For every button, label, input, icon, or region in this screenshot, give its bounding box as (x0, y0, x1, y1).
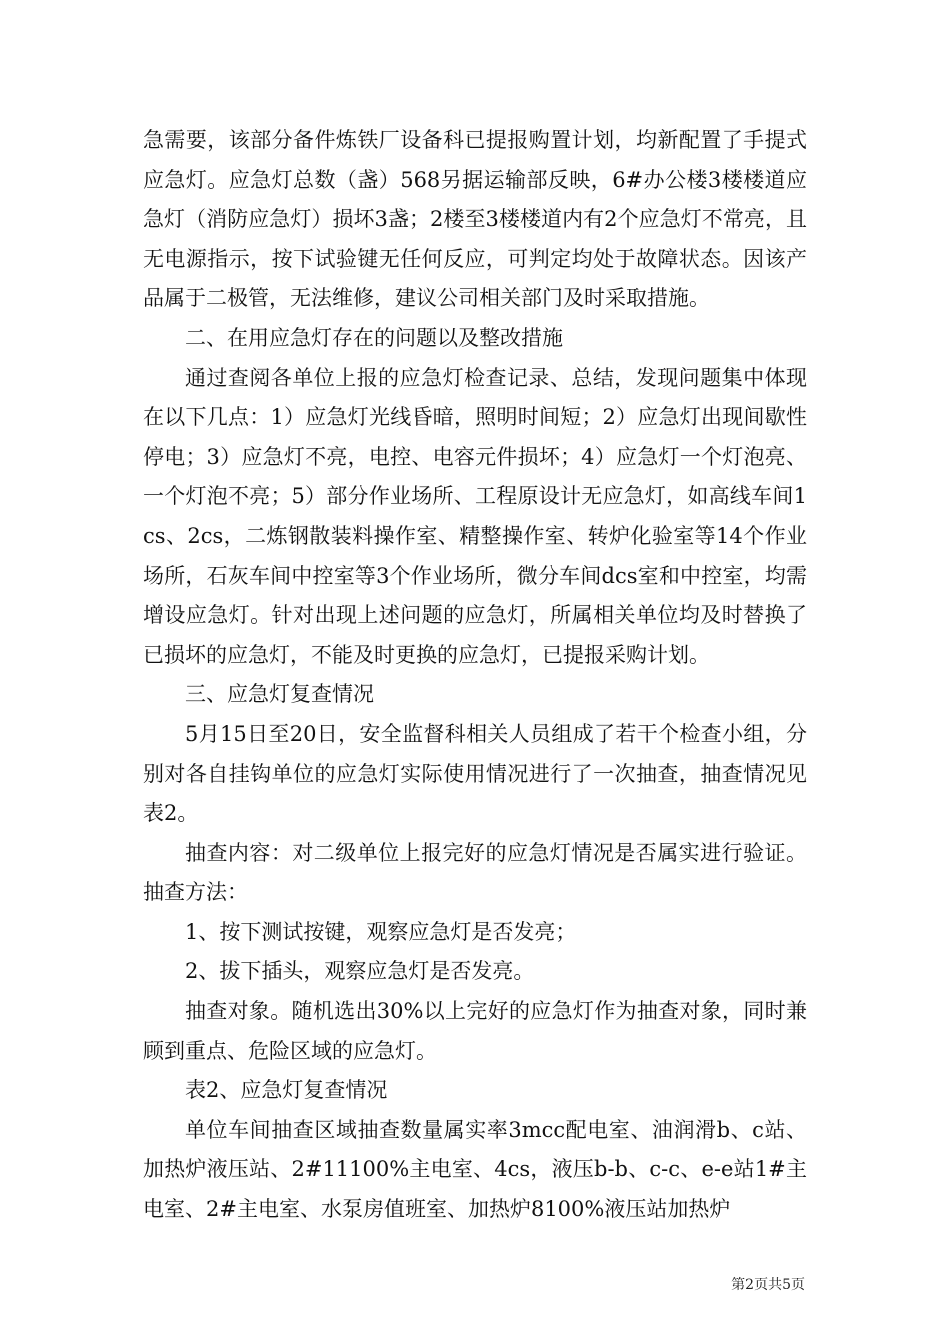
list-item-2: 2、拔下插头，观察应急灯是否发亮。 (185, 959, 535, 984)
document-body (143, 121, 807, 1230)
section-heading-2: 二、在用应急灯存在的问题以及整改措施 (185, 325, 563, 350)
page-number: 第2页共5页 (731, 1277, 805, 1293)
paragraph-11: 单位车间抽查区域抽查数量属实率3mcc配电室、油润滑b、c站、加热炉液压站、2#11100%主电室、4cs，液压b-b、c-c、e-e站1#主电室、2#主电室、水泵房值班室、加热炉8100%液压站加热炉 (143, 1117, 807, 1222)
table-caption: 表2、应急灯复查情况 (185, 1078, 388, 1103)
paragraph-6: 抽查内容：对二级单位上报完好的应急灯情况是否属实进行验证。抽查方法： (143, 840, 807, 905)
paragraph-3: 通过查阅各单位上报的应急灯检查记录、总结，发现问题集中体现在以下几点：1）应急灯光线昏暗，照明时间短；2）应急灯出现间歇性停电；3）应急灯不亮，电控、电容元件损坏；4）应急灯一个灯泡亮、一个灯泡不亮；5）部分作业场所、工程原设计无应急灯，如高线车间1cs、2cs，二炼钢散装料操作室、精整操作室、转炉化验室等14个作业场所，石灰车间中控室等3个作业场所，微分车间dcs室和中控室，均需增设应急灯。针对出现上述问题的应急灯，所属相关单位均及时替换了已损坏的应急灯，不能及时更换的应急灯，已提报采购计划。 (143, 365, 807, 667)
paragraph-1: 急需要，该部分备件炼铁厂设备科已提报购置计划，均新配置了手提式应急灯。应急灯总数（盏）568另据运输部反映，6#办公楼3楼楼道应急灯（消防应急灯）损坏3盏；2楼至3楼楼道内有2个应急灯不常亮，且无电源指示，按下试验键无任何反应，可判定均处于故障状态。因该产品属于二极管，无法维修，建议公司相关部门及时采取措施。 (143, 128, 807, 311)
paragraph-5: 5月15日至20日，安全监督科相关人员组成了若干个检查小组，分别对各自挂钩单位的应急灯实际使用情况进行了一次抽查，抽查情况见表2。 (143, 721, 807, 826)
paragraph-9: 抽查对象。随机选出30%以上完好的应急灯作为抽查对象，同时兼顾到重点、危险区域的应急灯。 (143, 999, 807, 1063)
list-item-1: 1、按下测试按键，观察应急灯是否发亮； (185, 919, 577, 944)
section-heading-3: 三、应急灯复查情况 (185, 682, 374, 707)
